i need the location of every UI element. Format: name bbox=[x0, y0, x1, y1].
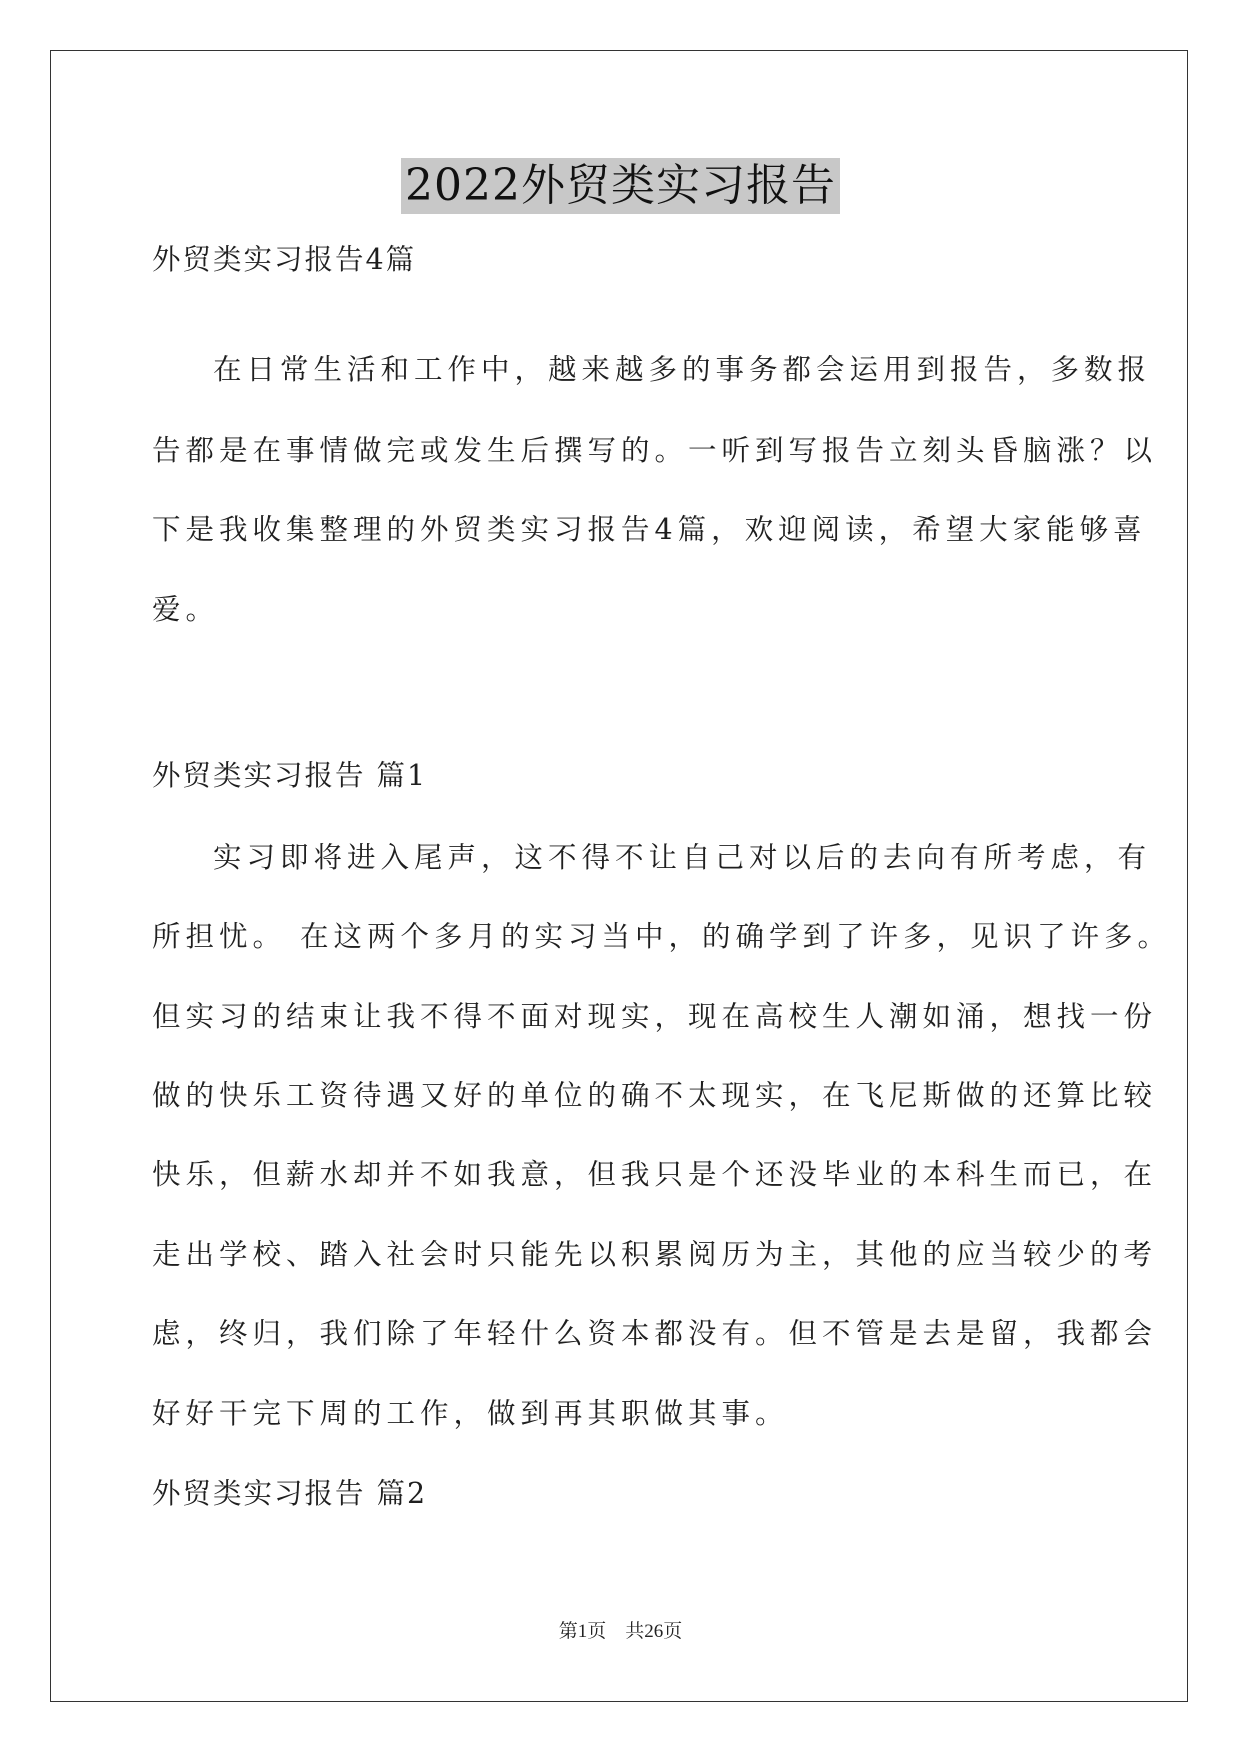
intro-line-1: 在日常生活和工作中，越来越多的事务都会运用到报告，多数报 bbox=[213, 353, 1152, 386]
section1-line-1: 实习即将进入尾声，这不得不让自己对以后的去向有所考虑，有 bbox=[213, 841, 1152, 874]
intro-heading: 外贸类实习报告4篇 bbox=[152, 243, 417, 276]
intro-line-4: 爱。 bbox=[152, 593, 220, 626]
intro-line-2: 告都是在事情做完或发生后撰写的。一听到写报告立刻头昏脑涨？以 bbox=[152, 434, 1158, 467]
page-number: 第1页 bbox=[558, 1621, 607, 1642]
section1-line-5: 快乐，但薪水却并不如我意，但我只是个还没毕业的本科生而已，在 bbox=[152, 1158, 1158, 1191]
document-title: 2022外贸类实习报告 bbox=[401, 158, 840, 214]
title-container bbox=[0, 158, 1241, 214]
section1-heading: 外贸类实习报告 篇1 bbox=[152, 759, 428, 792]
section1-line-7: 虑，终归，我们除了年轻什么资本都没有。但不管是去是留，我都会 bbox=[152, 1317, 1158, 1350]
total-pages: 共26页 bbox=[625, 1621, 683, 1642]
page-footer bbox=[0, 1620, 1241, 1644]
section1-line-3: 但实习的结束让我不得不面对现实，现在高校生人潮如涌，想找一份 bbox=[152, 1000, 1158, 1033]
section1-line-8: 好好干完下周的工作，做到再其职做其事。 bbox=[152, 1397, 789, 1430]
intro-line-3: 下是我收集整理的外贸类实习报告4篇，欢迎阅读，希望大家能够喜 bbox=[152, 513, 1147, 546]
section1-line-4: 做的快乐工资待遇又好的单位的确不太现实，在飞尼斯做的还算比较 bbox=[152, 1079, 1158, 1112]
section1-line-2: 所担忧。 在这两个多月的实习当中，的确学到了许多，见识了许多。 bbox=[152, 920, 1172, 953]
section2-heading: 外贸类实习报告 篇2 bbox=[152, 1477, 428, 1510]
section1-line-6: 走出学校、踏入社会时只能先以积累阅历为主，其他的应当较少的考 bbox=[152, 1238, 1158, 1271]
